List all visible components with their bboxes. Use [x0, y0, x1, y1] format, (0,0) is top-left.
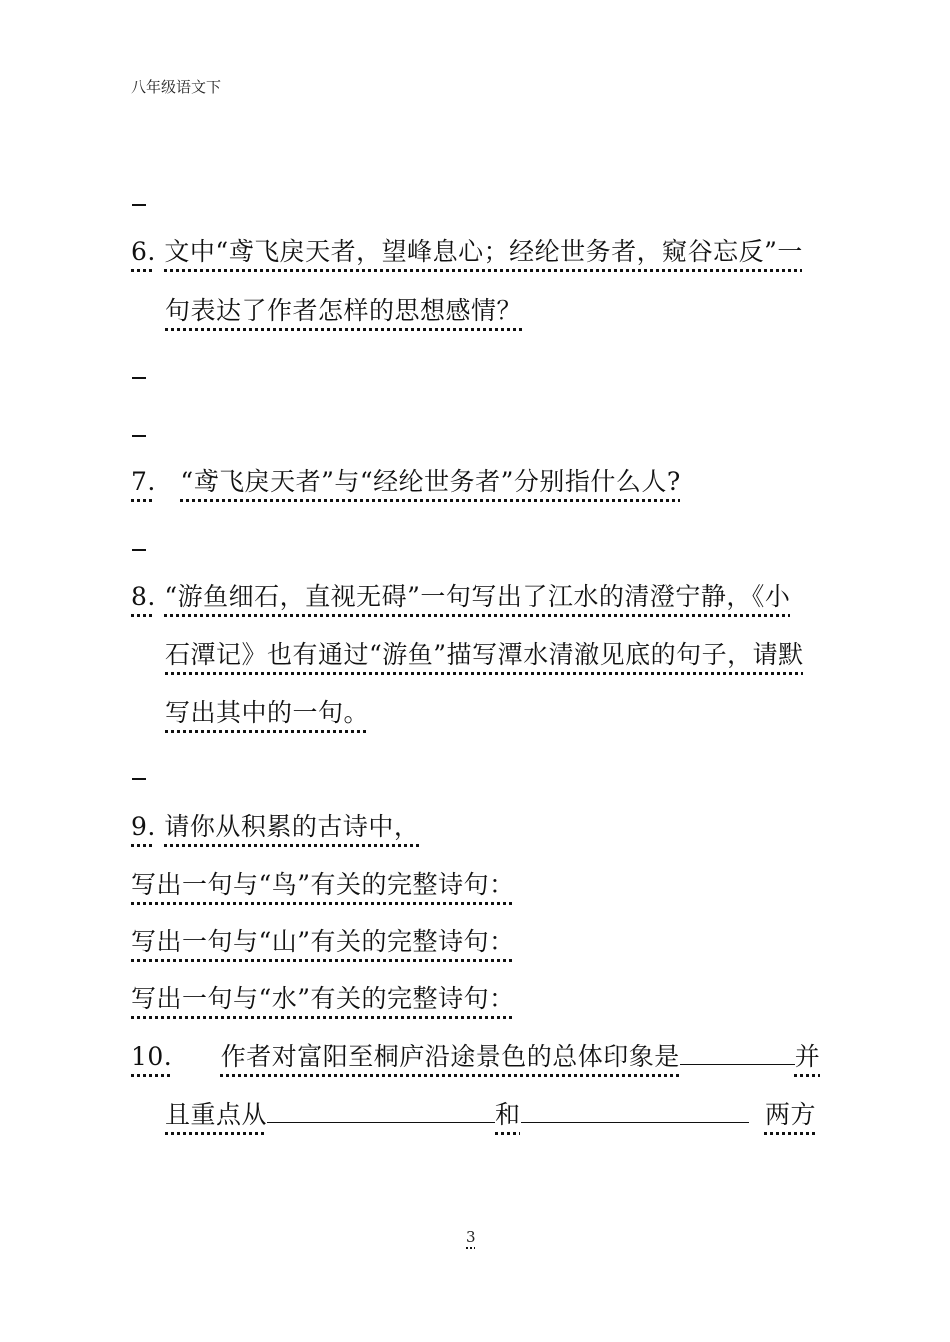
- answer-dash: [132, 435, 146, 437]
- fill-blank[interactable]: [521, 1102, 749, 1123]
- question-text: “游鱼细石，直视无碍”一句写出了江水的清澄宁静，《小: [164, 582, 791, 611]
- fill-blank[interactable]: [267, 1102, 495, 1123]
- question-8-line-3: [165, 697, 369, 729]
- question-text: 石潭记》也有通过“游鱼”描写潭水清澈见底的句子，请默: [165, 640, 804, 669]
- question-text: 请你从积累的古诗中，: [164, 812, 420, 841]
- question-text: 两方: [764, 1100, 816, 1129]
- page-header: 八年级语文下: [131, 78, 222, 96]
- question-10-line-2: [165, 1099, 816, 1131]
- question-9-line-4: [131, 983, 515, 1015]
- question-6-line-1: [131, 236, 803, 268]
- question-8-line-2: [165, 639, 804, 671]
- question-number: 6.: [131, 237, 156, 266]
- question-6-line-2: [165, 295, 522, 327]
- question-text: 写出一句与“水”有关的完整诗句：: [131, 984, 515, 1013]
- question-text: 写出其中的一句。: [165, 698, 370, 727]
- question-9-line-3: [131, 926, 515, 958]
- page-number: 3: [466, 1228, 476, 1246]
- question-text: “鸢飞戾天者”与“经纶世务者”分别指什么人?: [180, 467, 681, 496]
- question-text: 句表达了作者怎样的思想感情？: [165, 296, 523, 325]
- question-text: 且重点从: [165, 1100, 268, 1129]
- question-text: 并: [794, 1042, 821, 1071]
- question-10-line-1: [131, 1041, 820, 1073]
- question-9-line-2: [131, 869, 515, 901]
- question-8-line-1: [131, 581, 790, 613]
- answer-dash: [132, 549, 146, 551]
- question-text: 文中“鸢飞戾天者，望峰息心；经纶世务者，窥谷忘反”一: [164, 237, 803, 266]
- question-text: 写出一句与“山”有关的完整诗句：: [131, 927, 515, 956]
- question-number: 9.: [131, 812, 156, 841]
- fill-blank[interactable]: [680, 1044, 795, 1065]
- answer-dash: [132, 204, 146, 206]
- question-number: 8.: [131, 582, 156, 611]
- question-text: 写出一句与“鸟”有关的完整诗句：: [131, 870, 515, 899]
- question-9-line-1: [131, 811, 419, 843]
- question-number: 10.: [131, 1042, 173, 1071]
- question-7-line: [131, 466, 681, 498]
- question-text: 作者对富阳至桐庐沿途景色的总体印象是: [220, 1042, 680, 1071]
- answer-dash: [132, 778, 146, 780]
- answer-dash: [132, 377, 146, 379]
- question-number: 7.: [131, 467, 156, 496]
- question-text: 和: [495, 1100, 521, 1129]
